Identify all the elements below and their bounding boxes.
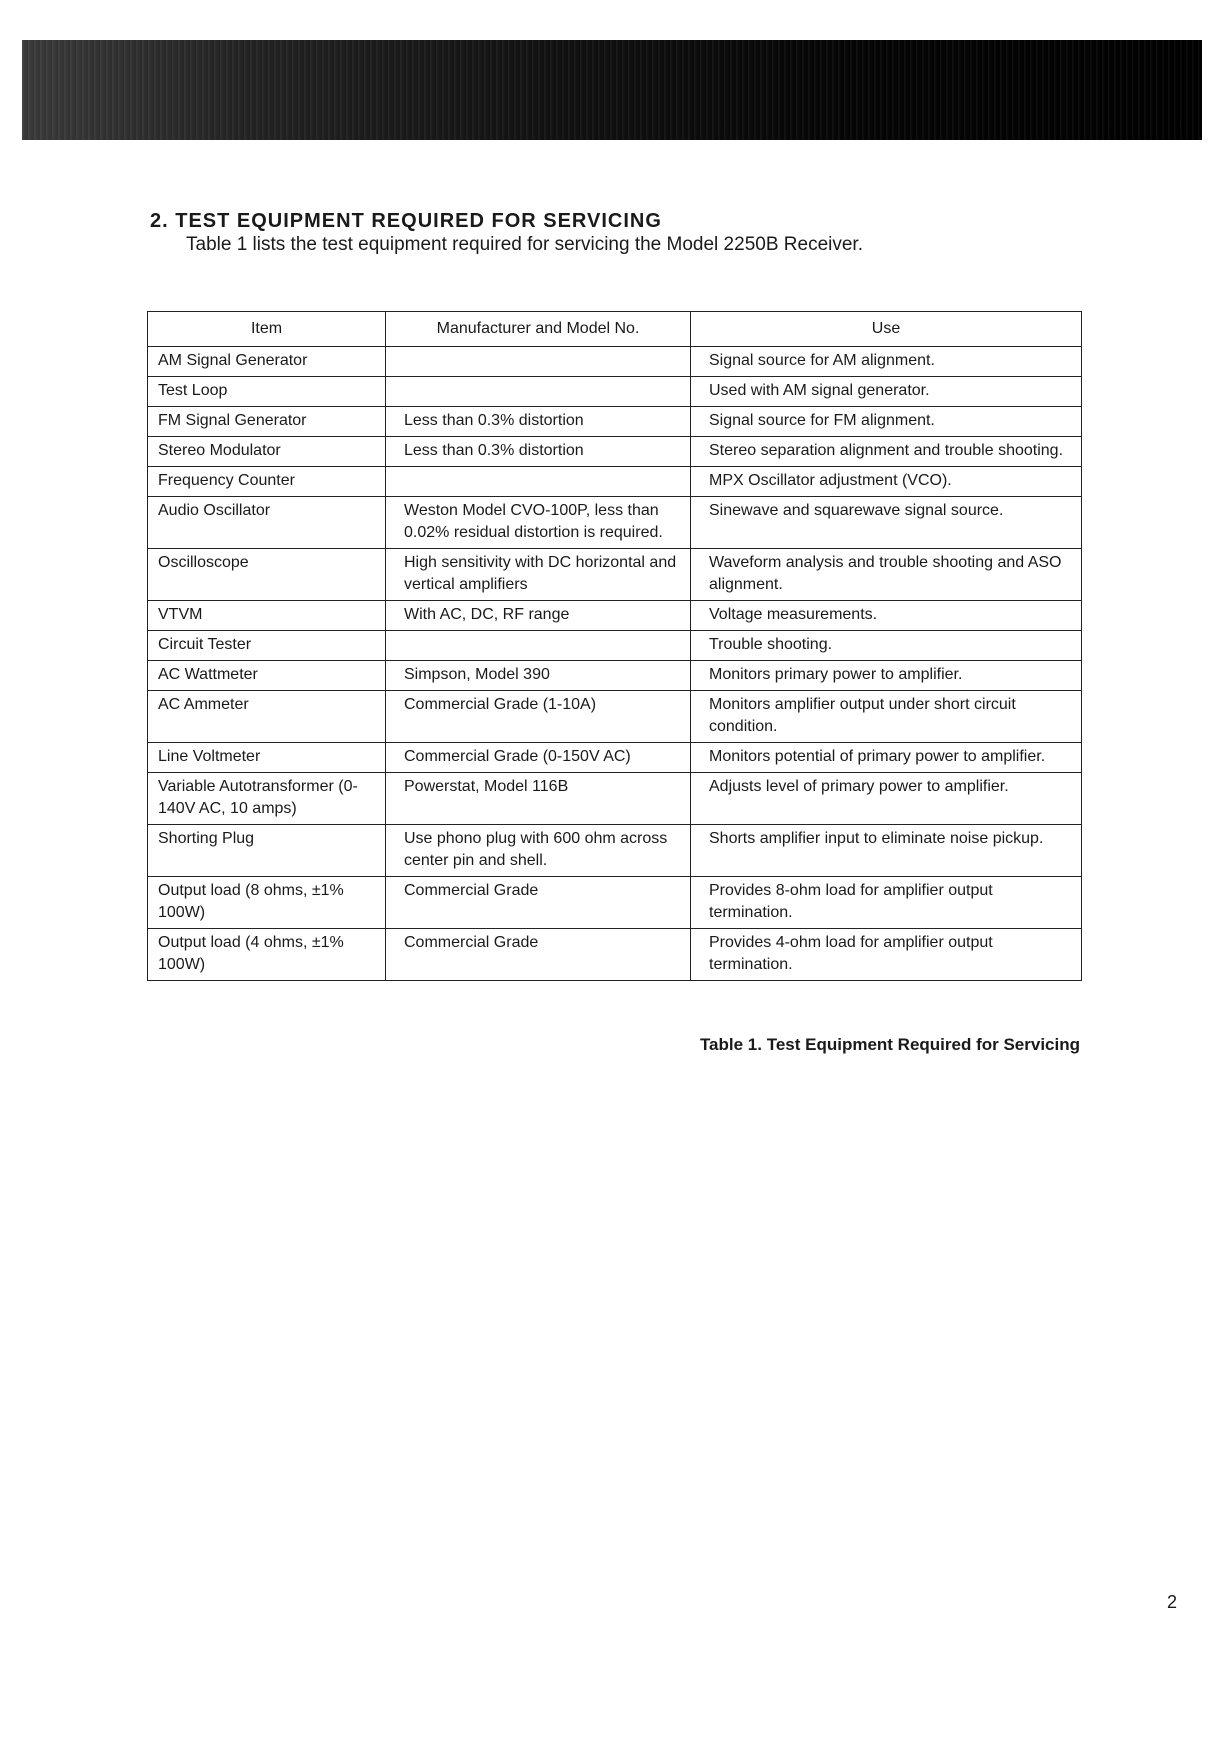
cell-item: Output load (8 ohms, ±1% 100W) <box>148 877 386 929</box>
cell-use: Used with AM signal generator. <box>691 377 1082 407</box>
cell-use: Waveform analysis and trouble shooting and ASO alignment. <box>691 549 1082 601</box>
cell-item: Audio Oscillator <box>148 497 386 549</box>
cell-manufacturer <box>386 631 691 661</box>
table-row <box>148 773 1082 825</box>
cell-item: AM Signal Generator <box>148 347 386 377</box>
cell-manufacturer: Simpson, Model 390 <box>386 661 691 691</box>
cell-manufacturer: With AC, DC, RF range <box>386 601 691 631</box>
cell-use: Signal source for FM alignment. <box>691 407 1082 437</box>
header-use: Use <box>691 312 1082 347</box>
table-row <box>148 549 1082 601</box>
cell-item: AC Ammeter <box>148 691 386 743</box>
cell-use: Stereo separation alignment and trouble shooting. <box>691 437 1082 467</box>
cell-use: Shorts amplifier input to eliminate noise pickup. <box>691 825 1082 877</box>
cell-manufacturer: Commercial Grade (1-10A) <box>386 691 691 743</box>
cell-use: Adjusts level of primary power to amplifier. <box>691 773 1082 825</box>
page-number: 2 <box>1167 1592 1178 1612</box>
header-manufacturer: Manufacturer and Model No. <box>386 312 691 347</box>
table-row <box>148 661 1082 691</box>
cell-use: Sinewave and squarewave signal source. <box>691 497 1082 549</box>
cell-item: VTVM <box>148 601 386 631</box>
table-header-row <box>148 312 1082 347</box>
cell-manufacturer: Commercial Grade <box>386 877 691 929</box>
cell-item: Output load (4 ohms, ±1% 100W) <box>148 929 386 981</box>
cell-use: Monitors amplifier output under short circuit condition. <box>691 691 1082 743</box>
cell-manufacturer: High sensitivity with DC horizontal and vertical amplifiers <box>386 549 691 601</box>
cell-manufacturer: Less than 0.3% distortion <box>386 407 691 437</box>
cell-item: AC Wattmeter <box>148 661 386 691</box>
table-row <box>148 743 1082 773</box>
cell-use: Voltage measurements. <box>691 601 1082 631</box>
table-row <box>148 825 1082 877</box>
table-row <box>148 407 1082 437</box>
equipment-table <box>147 311 1082 981</box>
cell-item: Test Loop <box>148 377 386 407</box>
cell-manufacturer: Commercial Grade (0-150V AC) <box>386 743 691 773</box>
cell-item: Line Voltmeter <box>148 743 386 773</box>
cell-manufacturer <box>386 467 691 497</box>
table-row <box>148 631 1082 661</box>
cell-use: Signal source for AM alignment. <box>691 347 1082 377</box>
table-row <box>148 877 1082 929</box>
cell-use: Provides 4-ohm load for amplifier output termination. <box>691 929 1082 981</box>
cell-manufacturer <box>386 347 691 377</box>
table-row <box>148 691 1082 743</box>
table-row <box>148 497 1082 549</box>
cell-item: Frequency Counter <box>148 467 386 497</box>
cell-use: Trouble shooting. <box>691 631 1082 661</box>
table-row <box>148 347 1082 377</box>
table-row <box>148 929 1082 981</box>
cell-manufacturer: Commercial Grade <box>386 929 691 981</box>
intro-text: Table 1 lists the test equipment required for servicing the Model 2250B Receiver. <box>186 234 863 255</box>
cell-item: Stereo Modulator <box>148 437 386 467</box>
table-row <box>148 377 1082 407</box>
cell-item: Circuit Tester <box>148 631 386 661</box>
header-item: Item <box>148 312 386 347</box>
header-bar <box>22 40 1202 140</box>
cell-use: Provides 8-ohm load for amplifier output termination. <box>691 877 1082 929</box>
cell-manufacturer: Use phono plug with 600 ohm across center pin and shell. <box>386 825 691 877</box>
cell-item: Shorting Plug <box>148 825 386 877</box>
cell-item: Oscilloscope <box>148 549 386 601</box>
cell-manufacturer: Less than 0.3% distortion <box>386 437 691 467</box>
cell-use: Monitors primary power to amplifier. <box>691 661 1082 691</box>
cell-item: Variable Autotransformer (0-140V AC, 10 amps) <box>148 773 386 825</box>
cell-manufacturer <box>386 377 691 407</box>
cell-use: MPX Oscillator adjustment (VCO). <box>691 467 1082 497</box>
cell-manufacturer: Weston Model CVO-100P, less than 0.02% residual distortion is required. <box>386 497 691 549</box>
table-row <box>148 437 1082 467</box>
cell-manufacturer: Powerstat, Model 116B <box>386 773 691 825</box>
cell-item: FM Signal Generator <box>148 407 386 437</box>
table-row <box>148 467 1082 497</box>
table-row <box>148 601 1082 631</box>
section-title: 2. TEST EQUIPMENT REQUIRED FOR SERVICING <box>150 210 662 232</box>
table-caption: Table 1. Test Equipment Required for Servicing <box>699 1035 1080 1054</box>
cell-use: Monitors potential of primary power to amplifier. <box>691 743 1082 773</box>
